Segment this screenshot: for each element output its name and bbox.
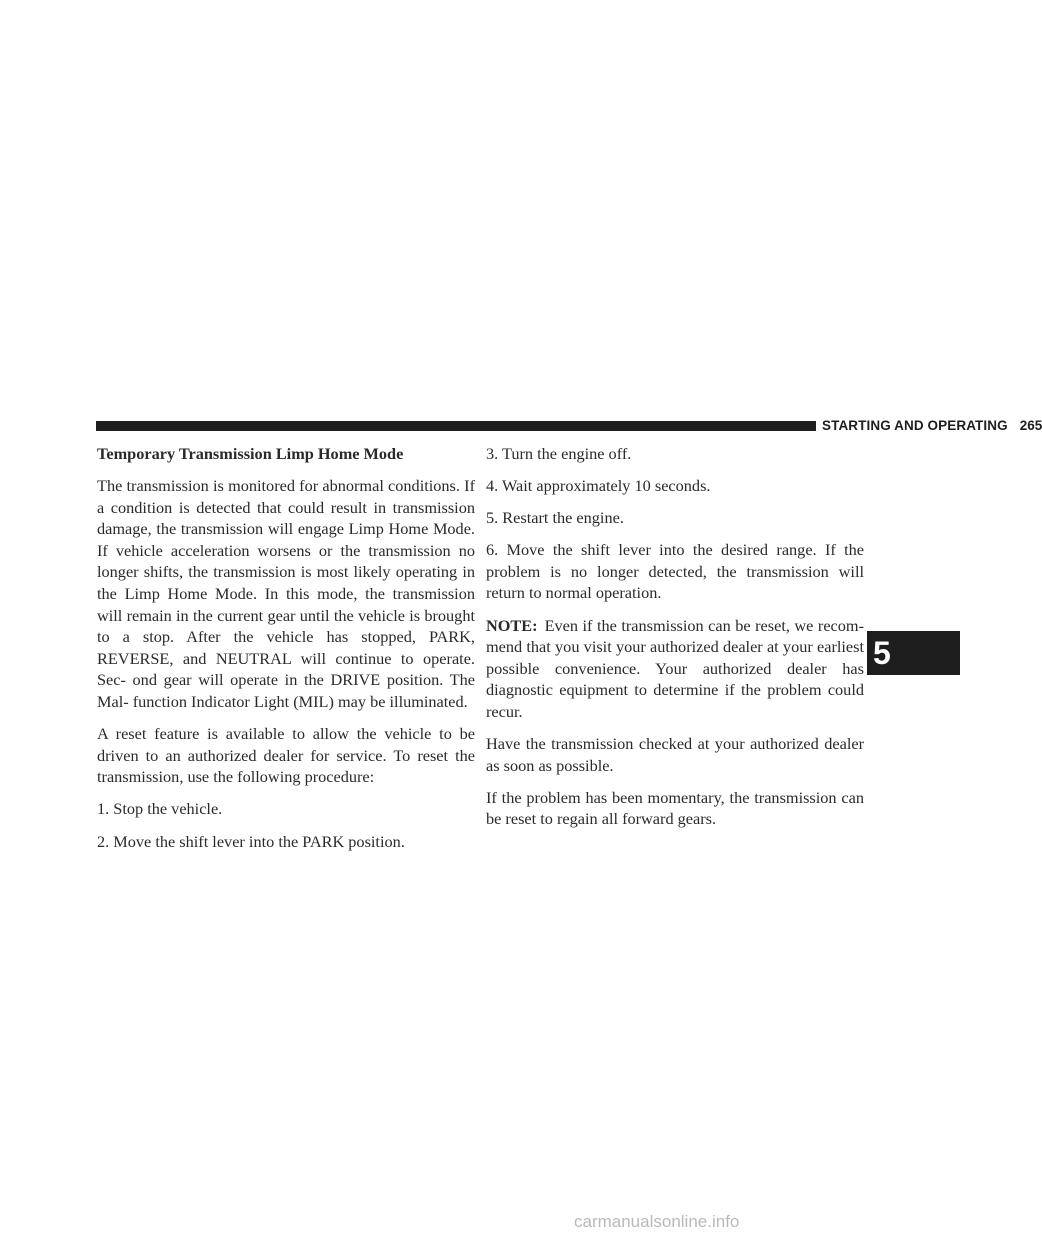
note-paragraph bbox=[486, 615, 864, 723]
section-title: STARTING AND OPERATING bbox=[822, 418, 1008, 433]
step-2: 2. Move the shift lever into the PARK position. bbox=[97, 831, 405, 851]
step-4: 4. Wait approximately 10 seconds. bbox=[486, 476, 711, 496]
paragraph-limp-home: The transmission is monitored for abnormal conditions. If a condition is detected that could result in transmission damage, the transmission will engage Limp Home Mode. If vehicle acceleration worsens or the transmission no longer shifts, the transmission is most likely operating in the Limp Home Mode. In this mode, the transmission will remain in the current gear until the vehicle is brought to a stop. After the vehicle has stopped, PARK, REVERSE, and NEUTRAL will continue to operate. Sec- ond gear will operate in the DRIVE position. The Mal- function Indicator Light (MIL) may be illuminated. bbox=[97, 476, 475, 712]
note-label: NOTE: bbox=[486, 615, 538, 635]
step-1: 1. Stop the vehicle. bbox=[97, 799, 223, 819]
watermark: carmanualsonline.info bbox=[574, 1212, 740, 1231]
note-text: Even if the transmission can be reset, we recom- mend that you visit your authorized dealer at your earliest possible convenience. Your authorized dealer has diagnostic equipment to determine if the problem could recur. bbox=[486, 615, 864, 721]
chapter-tab bbox=[867, 631, 960, 675]
section-heading: Temporary Transmission Limp Home Mode bbox=[97, 444, 404, 463]
page-number: 265 bbox=[1019, 418, 1042, 433]
step-6: 6. Move the shift lever into the desired range. If the problem is no longer detected, the transmission will return to normal operation. bbox=[486, 540, 864, 603]
running-head bbox=[822, 418, 1042, 433]
step-5: 5. Restart the engine. bbox=[486, 508, 624, 528]
paragraph-have-checked: Have the transmission checked at your authorized dealer as soon as possible. bbox=[486, 734, 864, 775]
left-column bbox=[97, 443, 475, 863]
paragraph-reset-feature: A reset feature is available to allow the vehicle to be driven to an authorized dealer for service. To reset the transmission, use the following procedure: bbox=[97, 724, 475, 787]
header-rule bbox=[96, 421, 816, 431]
paragraph-momentary: If the problem has been momentary, the transmission can be reset to regain all forward gears. bbox=[486, 787, 864, 829]
step-3: 3. Turn the engine off. bbox=[486, 444, 632, 463]
chapter-number: 5 bbox=[873, 635, 891, 671]
right-column bbox=[486, 443, 864, 840]
